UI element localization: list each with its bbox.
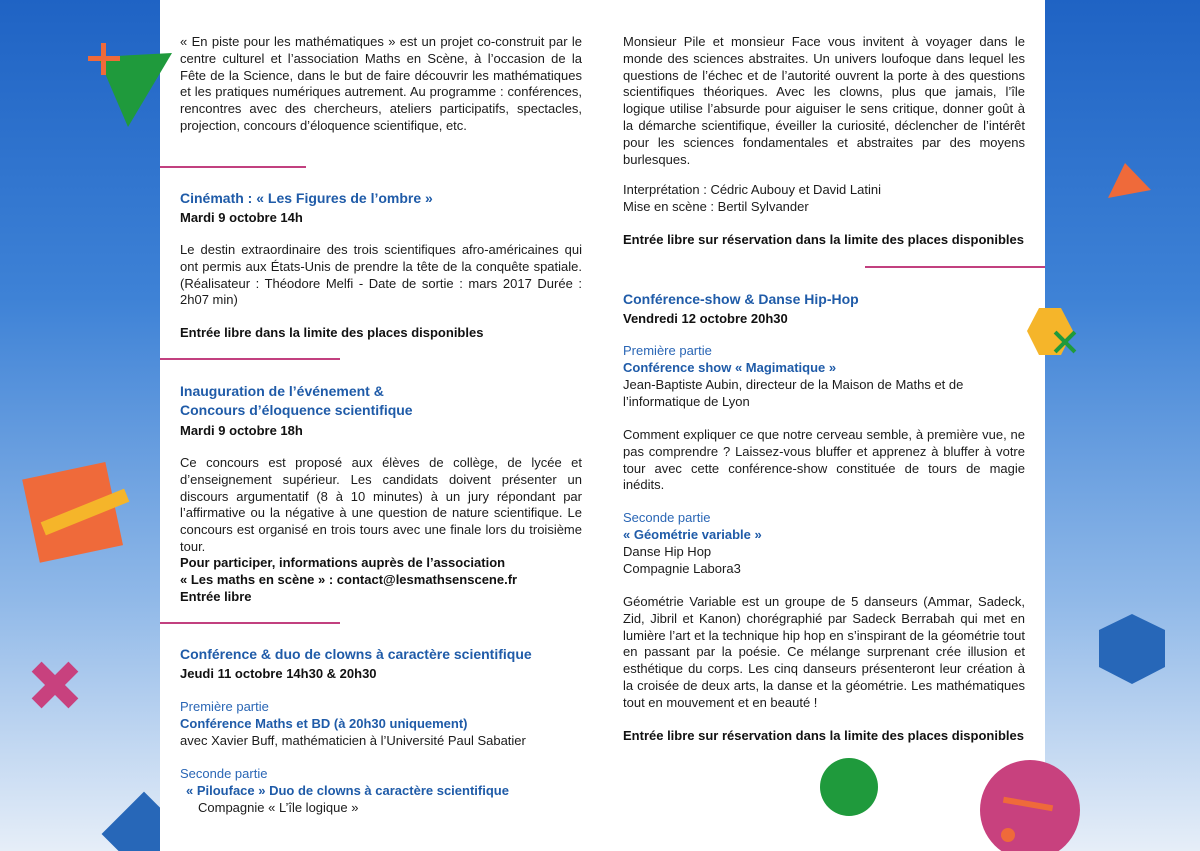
pilouface-interpretation: Interprétation : Cédric Aubouy et David Latini bbox=[623, 182, 881, 197]
clowns-part2-detail: Compagnie « L’île logique » bbox=[198, 800, 359, 815]
hiphop-title: Conférence-show & Danse Hip-Hop bbox=[623, 291, 859, 307]
hiphop-part2-description: Géométrie Variable est un groupe de 5 danseurs (Ammar, Sadeck, Zid, Jibril et Kanon) chorégraphié par Sadeck Berrabah qui met en lumière l’art et la technique hip hop en s’inspirant de la géométrie tout en passant par la poésie. Ce mélange surprenant crée illusion et esthétique du corps. Les cinq danseurs présenteront leur création à la croisée de deux arts, la danse et la géométrie. Les mathématiques tout en mouvement et en beauté ! bbox=[623, 594, 1025, 710]
yellow-hexagon-shape bbox=[1015, 305, 1085, 365]
clowns-part1-detail: avec Xavier Buff, mathématicien à l’Université Paul Sabatier bbox=[180, 733, 526, 748]
inauguration-description: Ce concours est proposé aux élèves de collège, de lycée et d’enseignement supérieur. Les candidats doivent présenter un discours argumentatif (8 à 10 minutes) à un jury répondant par l’affirmative ou la négative à une question de nature scientifique. Le concours est organisé en trois tours avec une finale lors du troisième tour. bbox=[180, 455, 582, 554]
cinemath-description: Le destin extraordinaire des trois scientifiques afro-américaines qui ont permis aux États-Unis de prendre la tête de la conquête spatiale. (Réalisateur : Théodore Melfi - Date de sortie : mars 2017 Durée : 2h07 min) bbox=[180, 242, 582, 308]
divider-2 bbox=[160, 358, 340, 360]
hiphop-entry: Entrée libre sur réservation dans la limite des places disponibles bbox=[623, 728, 1024, 743]
inauguration-date: Mardi 9 octobre 18h bbox=[180, 423, 303, 438]
clowns-part1-title: Conférence Maths et BD (à 20h30 uniquement) bbox=[180, 716, 468, 731]
clowns-title: Conférence & duo de clowns à caractère scientifique bbox=[180, 646, 532, 662]
cinemath-entry: Entrée libre dans la limite des places disponibles bbox=[180, 325, 484, 340]
divider-4 bbox=[865, 266, 1045, 268]
blue-hexagon-shape bbox=[1095, 612, 1170, 687]
pilouface-mise-en-scene: Mise en scène : Bertil Sylvander bbox=[623, 199, 809, 214]
orange-square-shape bbox=[10, 450, 160, 590]
orange-triangle-shape bbox=[1105, 160, 1155, 205]
green-triangle-shape bbox=[80, 35, 180, 135]
clowns-part2-title: « Pilouface » Duo de clowns à caractère scientifique bbox=[186, 783, 509, 798]
hiphop-part2-label: Seconde partie bbox=[623, 510, 711, 525]
hiphop-part2-detail-line2: Compagnie Labora3 bbox=[623, 561, 741, 576]
hiphop-part1-detail-line2: l’informatique de Lyon bbox=[623, 394, 750, 409]
hiphop-part1-detail-line1: Jean-Baptiste Aubin, directeur de la Maison de Maths et de bbox=[623, 377, 964, 392]
magenta-cross-shape bbox=[25, 655, 85, 715]
inauguration-info-line2: « Les maths en scène » : contact@lesmathsenscene.fr bbox=[180, 572, 518, 587]
hiphop-date: Vendredi 12 octobre 20h30 bbox=[623, 311, 788, 326]
clowns-date: Jeudi 11 octobre 14h30 & 20h30 bbox=[180, 666, 377, 681]
document-page bbox=[160, 0, 1045, 851]
inauguration-title-line2: Concours d’éloquence scientifique bbox=[180, 402, 413, 418]
hiphop-part1-title: Conférence show « Magimatique » bbox=[623, 360, 837, 375]
magenta-circle-shape bbox=[975, 745, 1085, 851]
divider-1 bbox=[160, 166, 306, 168]
pilouface-description: Monsieur Pile et monsieur Face vous invitent à voyager dans le monde des sciences abstraites. Un univers loufoque dans lequel les questions de l’échec et de l’autorité ouvrent la porte à des questions scientifiques théoriques. Avec les clowns, plus que jamais, l’île logique utilise l’absurde pour aiguiser le sens critique, donner goût à la démarche scientifique, éveiller la curiosité, déclencher de l’intérêt pour les sciences fondamentales et abstraites par des moyens burlesques. bbox=[623, 34, 1025, 167]
inauguration-info-line3: Entrée libre bbox=[180, 589, 252, 604]
clowns-part2-label: Seconde partie bbox=[180, 766, 268, 781]
hiphop-part1-label: Première partie bbox=[623, 343, 712, 358]
clowns-part1-label: Première partie bbox=[180, 699, 269, 714]
divider-3 bbox=[160, 622, 340, 624]
cinemath-date: Mardi 9 octobre 14h bbox=[180, 210, 303, 225]
inauguration-title-line1: Inauguration de l’événement & bbox=[180, 383, 384, 399]
inauguration-info-line1: Pour participer, informations auprès de l’association bbox=[180, 555, 506, 570]
pilouface-entry: Entrée libre sur réservation dans la limite des places disponibles bbox=[623, 232, 1024, 247]
hiphop-part2-title: « Géométrie variable » bbox=[623, 527, 762, 542]
intro-paragraph: « En piste pour les mathématiques » est un projet co-construit par le centre culturel et l’association Maths en Scène, à l’occasion de la Fête de la Science, dans le but de faire découvrir les mathématiques et les pratiques numériques autrement. Au programme : conférences, rencontres avec des chercheurs, ateliers participatifs, spectacles, projection, concours d’éloquence scientifique, etc. bbox=[180, 34, 582, 133]
green-circle-shape bbox=[817, 755, 881, 819]
cinemath-title: Cinémath : « Les Figures de l’ombre » bbox=[180, 190, 433, 206]
hiphop-part2-detail-line1: Danse Hip Hop bbox=[623, 544, 712, 559]
hiphop-part1-description: Comment expliquer ce que notre cerveau semble, à première vue, ne pas comprendre ? Laissez-vous bluffer et apprenez à bluffer à votre tour avec cette conférence-show constituée de tours de magie inédits. bbox=[623, 427, 1025, 493]
